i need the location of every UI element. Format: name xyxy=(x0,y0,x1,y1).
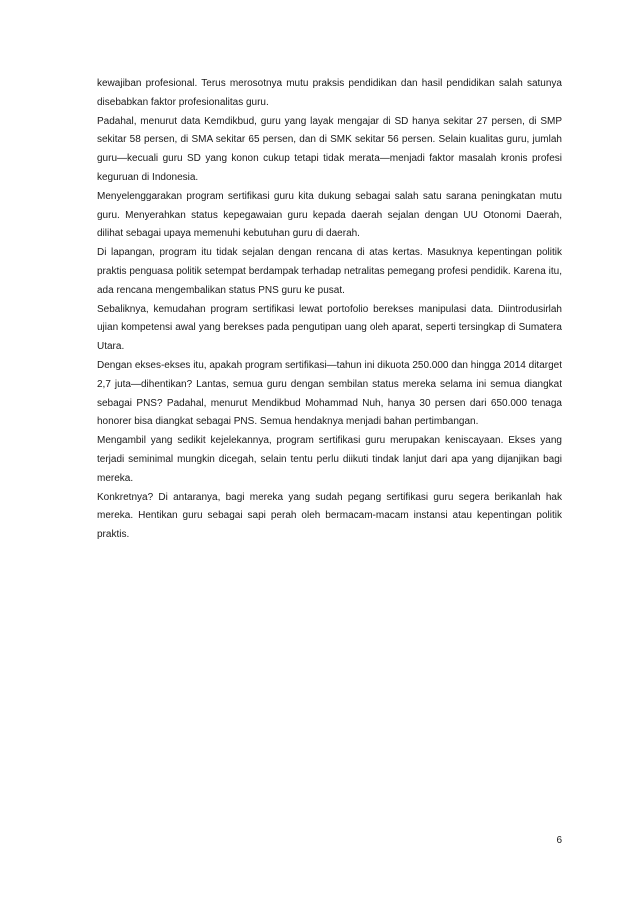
paragraph-5: Sebaliknya, kemudahan program sertifikasi lewat portofolio berekses manipulasi data. Diintrodusirlah ujian kompetensi awal yang berekses pada pengutipan uang oleh aparat, seperti tersingkap di Sumatera Utara. xyxy=(97,303,562,353)
paragraph-8: Konkretnya? Di antaranya, bagi mereka yang sudah pegang sertifikasi guru segera berikanlah hak mereka. Hentikan guru sebagai sapi perah oleh bermacam-macam instansi atau kepentingan politik praktis. xyxy=(97,491,562,541)
paragraph-6: Dengan ekses-ekses itu, apakah program sertifikasi—tahun ini dikuota 250.000 dan hingga 2014 ditarget 2,7 juta—dihentikan? Lantas, semua guru dengan sembilan status mereka selama ini semua diangkat sebagai PNS? Padahal, menurut Mendikbud Mohammad Nuh, hanya 30 persen dari 650.000 tenaga honorer bisa diangkat sebagai PNS. Semua hendaknya menjadi bahan pertimbangan. xyxy=(97,359,562,428)
paragraph-3: Menyelenggarakan program sertifikasi guru kita dukung sebagai salah satu sarana peningkatan mutu guru. Menyerahkan status kepegawaian guru kepada daerah sejalan dengan UU Otonomi Daerah, dilihat sebagai upaya memenuhi kebutuhan guru di daerah. xyxy=(97,190,562,240)
paragraph-1: kewajiban profesional. Terus merosotnya mutu praksis pendidikan dan hasil pendidikan salah satunya disebabkan faktor profesionalitas guru. xyxy=(97,78,562,108)
paragraph-4: Di lapangan, program itu tidak sejalan dengan rencana di atas kertas. Masuknya kepentingan politik praktis penguasa politik setempat berdampak terhadap netralitas pemegang profesi pendidik. Karena itu, ada rencana mengembalikan status PNS guru ke pusat. xyxy=(97,247,562,296)
paragraph-7: Mengambil yang sedikit kejelekannya, program sertifikasi guru merupakan keniscayaan. Ekses yang terjadi seminimal mungkin dicegah, selain tentu perlu diikuti tindak lanjut dari apa yang dijanjikan bagi mereka. xyxy=(97,435,562,484)
body-text xyxy=(97,75,562,545)
page-number: 6 xyxy=(556,835,562,846)
paragraph-2: Padahal, menurut data Kemdikbud, guru yang layak mengajar di SD hanya sekitar 27 persen, di SMP sekitar 58 persen, di SMA sekitar 65 persen, dan di SMK sekitar 56 persen. Selain kualitas guru, jumlah guru—kecuali guru SD yang konon cukup tetapi tidak merata—menjadi faktor masalah kronis profesi keguruan di Indonesia. xyxy=(97,115,562,183)
